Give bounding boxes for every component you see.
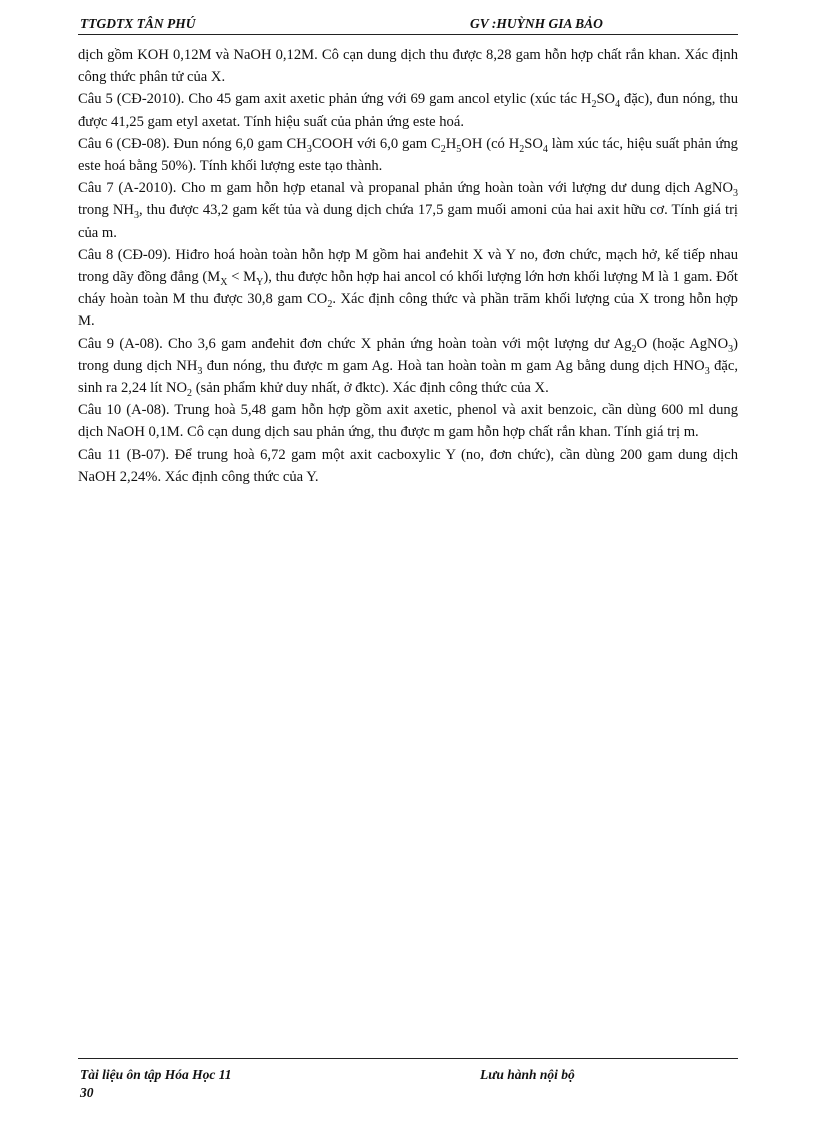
question-9: Câu 9 (A-08). Cho 3,6 gam anđehit đơn chức X phản ứng hoàn toàn với một lượng dư $Ag_2O$ (hoặc AgNO$_3$) trong dung dịch $NH_3$ đun nóng, thu được m gam Ag. Hoà tan hoàn toàn m gam Ag bằng dung dịch $HNO_3$ đặc, sinh ra 2,24 lít $NO_2$ (sản phẩm khử duy nhất, ở đktc). Xác định công thức của X. [78, 335, 738, 399]
question-11: Câu 11 (B-07). Để trung hoà 6,72 gam một axit cacboxylic Y (no, đơn chức), cần dùng 200 gam dung dịch NaOH 2,24%. Xác định công thức của Y. [78, 446, 738, 485]
paragraph-continuation: dịch gồm KOH 0,12M và NaOH 0,12M. Cô cạn dung dịch thu được 8,28 gam hỗn hợp chất rắn khan. Xác định công thức phân tử của X. [78, 47, 738, 86]
question-5: Câu 5 (CĐ-2010). Cho 45 gam axit axetic phản ứng với 69 gam ancol etylic (xúc tác $H_2SO_4$ đặc), đun nóng, thu được 41,25 gam etyl axetat. Tính hiệu suất của phản ứng este hoá. [78, 91, 738, 130]
header-teacher: GV :HUỲNH GIA BẢO [470, 16, 603, 31]
question-8: Câu 8 (CĐ-09). Hiđro hoá hoàn toàn hỗn hợp M gồm hai anđehit X và Y no, đơn chức, mạch hở, kế tiếp nhau trong dãy đồng đẳng $(M_X < M_Y)$, thu được hỗn hợp hai ancol có khối lượng lớn hơn khối lượng M là 1 gam. Đốt cháy hoàn toàn M thu được 30,8 gam $CO_2$. Xác định công thức và phần trăm khối lượng của X trong hỗn hợp M. [78, 246, 738, 330]
header-school: TTGDTX TÂN PHÚ [80, 16, 196, 31]
footer-title: Tài liệu ôn tập Hóa Học 11 [80, 1067, 232, 1082]
question-10: Câu 10 (A-08). Trung hoà 5,48 gam hỗn hợp gồm axit axetic, phenol và axit benzoic, cần dùng 600 ml dung dịch NaOH 0,1M. Cô cạn dung dịch sau phản ứng, thu được m gam hỗn hợp chất rắn khan. Tính giá trị m. [78, 402, 738, 441]
page-number: 30 [80, 1085, 94, 1100]
footer-note: Lưu hành nội bộ [480, 1067, 575, 1082]
document-body [78, 44, 738, 488]
question-6: Câu 6 (CĐ-08). Đun nóng 6,0 gam $CH_3COOH$ với 6,0 gam $C_2H_5OH$ (có $H_2SO_4$ làm xúc tác, hiệu suất phản ứng este hoá bằng 50%). Tính khối lượng este tạo thành. [78, 135, 738, 175]
question-7: Câu 7 (A-2010). Cho m gam hỗn hợp etanal và propanal phản ứng hoàn toàn với lượng dư dung dịch AgNO$_3$ trong $NH_3$, thu được 43,2 gam kết tủa và dung dịch chứa 17,5 gam muối amoni của hai axit hữu cơ. Tính giá trị của m. [78, 180, 738, 241]
page-header [78, 14, 738, 35]
footer-divider [78, 1058, 738, 1059]
